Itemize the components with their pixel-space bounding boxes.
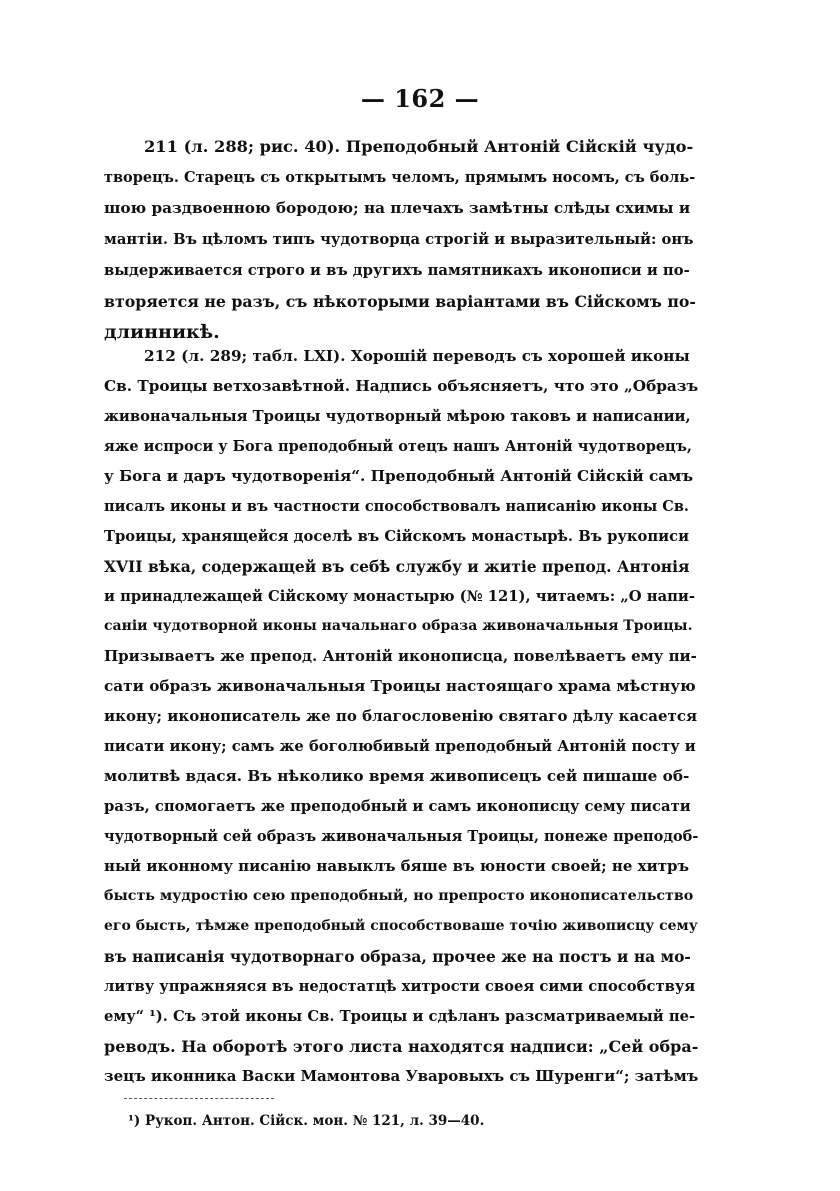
text-line: шою раздвоенною бородою; на плечахъ замѣтны слѣды схимы и [104, 199, 691, 217]
footnote: ¹) Рукоп. Антон. Сійск. мон. № 121, л. 39—40. [128, 1113, 485, 1129]
text-line: литву упражняяся въ недостатцѣ хитрости своея сими способствуя [104, 978, 696, 995]
text-line: ему“ ¹). Съ этой иконы Св. Троицы и сдѣланъ разсматриваемый пе- [104, 1008, 696, 1025]
text-line: 212 (л. 289; табл. LXI). Хорошій переводъ съ хорошей иконы [144, 347, 690, 365]
text-line: яже испроси у Бога преподобный отецъ нашъ Антоній чудотворецъ, [104, 438, 692, 455]
text-line: реводъ. На оборотѣ этого листа находятся надписи: „Сей обра- [104, 1037, 699, 1056]
text-line: писати икону; самъ же боголюбивый преподобный Антоній посту и [104, 738, 696, 755]
text-line: саніи чудотворной иконы начальнаго образа живоначальныя Троицы. [104, 618, 693, 634]
text-line: Св. Троицы ветхозавѣтной. Надпись объясняетъ, что это „Образъ [104, 377, 699, 395]
text-line: его бысть, тѣмже преподобный способствоваше точію живописцу сему [104, 918, 698, 934]
text-line: зецъ иконника Васки Мамонтова Уваровыхъ съ Шуренги“; затѣмъ [104, 1067, 699, 1085]
text-line: Призываетъ же препод. Антоній иконописца, повелѣваетъ ему пи- [104, 647, 697, 665]
text-line: чудотворный сей образъ живоначальныя Троицы, понеже преподоб- [104, 828, 699, 845]
text-line: бысть мудростію сею преподобный, но препросто иконописательство [104, 888, 694, 904]
text-line: икону; иконописатель же по благословенію святаго дѣлу касается [104, 707, 698, 725]
footnote-separator [124, 1098, 274, 1099]
text-line: творецъ. Старецъ съ открытымъ челомъ, прямымъ носомъ, съ боль- [104, 169, 696, 186]
text-line: сати образъ живоначальныя Троицы настоящаго храма мѣстную [104, 677, 696, 695]
page-number: — 162 — [360, 84, 480, 113]
text-line: молитвѣ вдася. Въ нѣколико время живописецъ сей пишаше об- [104, 767, 690, 785]
text-line: вторяется не разъ, съ нѣкоторыми варіантами въ Сійскомъ по- [104, 292, 696, 311]
text-line: разъ, спомогаетъ же преподобный и самъ иконописцу сему писати [104, 798, 691, 815]
text-line: писалъ иконы и въ частности способствовалъ написанію иконы Св. [104, 498, 689, 515]
text-line: у Бога и даръ чудотворенія“. Преподобный Антоній Сійскій самъ [104, 467, 694, 485]
text-line: XVII вѣка, содержащей въ себѣ службу и житіе препод. Антонія [104, 557, 690, 576]
text-line: выдерживается строго и въ другихъ памятникахъ иконописи и по- [104, 262, 690, 279]
text-line: 211 (л. 288; рис. 40). Преподобный Антоній Сійскій чудо- [144, 137, 694, 156]
text-line: длинникѣ. [104, 321, 220, 343]
text-line: Троицы, хранящейся доселѣ въ Сійскомъ монастырѣ. Въ рукописи [104, 528, 690, 545]
text-line: живоначальныя Троицы чудотворный мѣрою таковъ и написании, [104, 408, 691, 425]
text-line: и принадлежащей Сійскому монастырю (№ 121), читаемъ: „О напи- [104, 588, 695, 605]
text-line: мантіи. Въ цѣломъ типъ чудотворца строгій и выразительный: онъ [104, 231, 694, 248]
text-line: въ написанія чудотворнаго образа, прочее же на постъ и на мо- [104, 947, 691, 966]
text-line: ный иконному писанію навыклъ бяше въ юности своей; не хитръ [104, 857, 690, 875]
